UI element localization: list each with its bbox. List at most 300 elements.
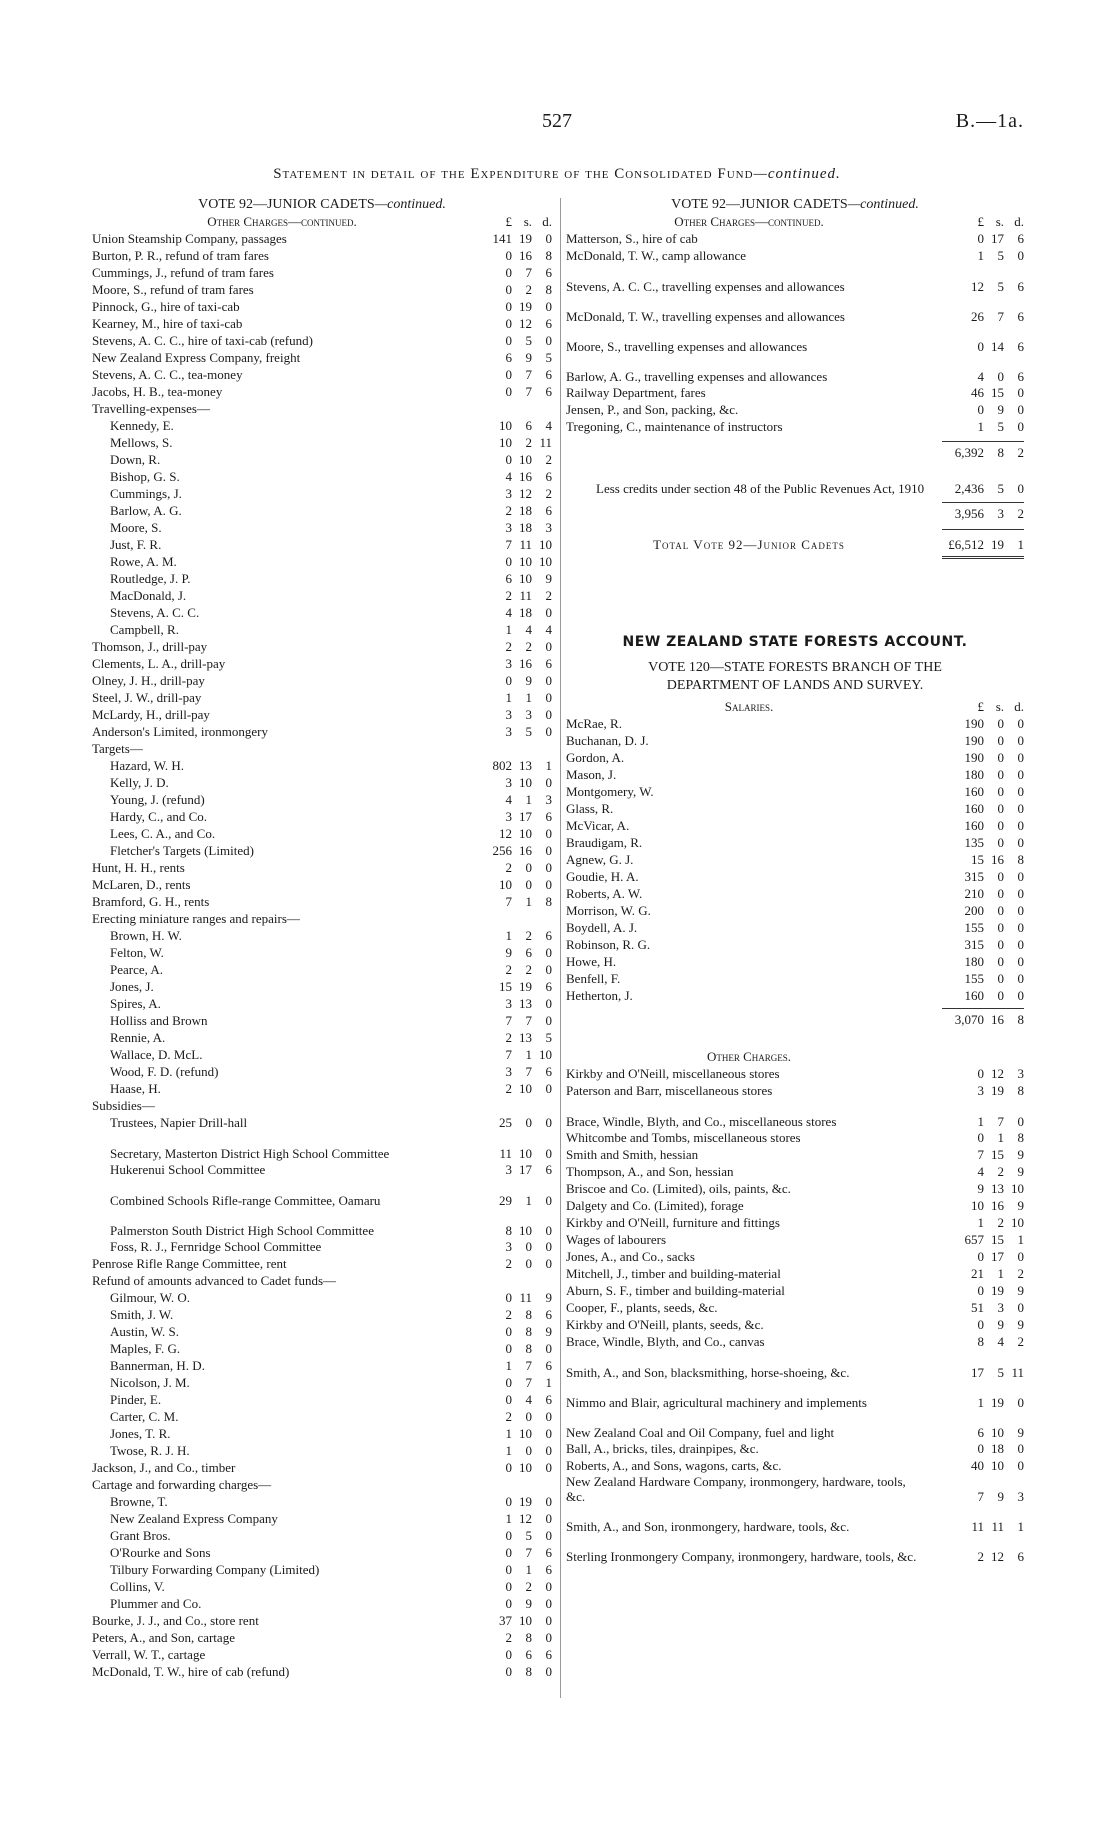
amount-pence: 3 (1017, 1066, 1024, 1081)
row-description: Braudigam, R. (566, 835, 643, 850)
amount-shillings: 4 (525, 622, 532, 637)
table-row (92, 570, 552, 587)
amount-pounds: 0 (505, 554, 512, 569)
amount-pounds: 0 (977, 1317, 984, 1332)
left-subheading-text: Other Charges—continued. (207, 214, 357, 229)
amount-pence: 6 (545, 1307, 552, 1322)
row-amount (472, 944, 552, 961)
right-subheading-text: Other Charges—continued. (674, 214, 824, 229)
amount-shillings: 8 (525, 1324, 532, 1339)
amount-pounds: 4 (977, 369, 984, 384)
row-description: Buchanan, D. J. (566, 733, 649, 748)
amount-pounds: 155 (964, 920, 984, 935)
table-row (92, 1612, 552, 1629)
subtotal-pounds: 6,392 (954, 445, 984, 460)
amount-pence: 6 (1017, 369, 1024, 384)
row-description: Cummings, J., refund of tram fares (92, 265, 274, 280)
amount-pence: 0 (545, 1409, 552, 1424)
amount-pence: 10 (539, 554, 552, 569)
amount-pounds: 12 (499, 826, 512, 841)
amount-pence: 0 (545, 639, 552, 654)
row-description: Peters, A., and Son, cartage (92, 1630, 235, 1645)
amount-pence: 0 (545, 1630, 552, 1645)
amount-pence: 0 (1017, 716, 1024, 731)
amount-pounds: 0 (505, 1647, 512, 1662)
row-description: Sterling Ironmongery Company, ironmongery, hardware, tools, &c. (566, 1549, 917, 1564)
row-description: Montgomery, W. (566, 784, 654, 799)
amount-pounds: 29 (499, 1193, 512, 1208)
table-row (92, 1131, 552, 1161)
table-row (566, 1457, 1024, 1474)
amount-pounds: 10 (971, 1198, 984, 1213)
row-description: Rowe, A. M. (110, 554, 177, 569)
amount-pounds: 0 (505, 248, 512, 263)
row-amount (472, 1114, 552, 1131)
row-amount (932, 1265, 1024, 1282)
row-amount (932, 902, 1024, 919)
row-amount (932, 1114, 1024, 1129)
salaries-title: Salaries. (724, 699, 774, 714)
row-amount (472, 247, 552, 264)
table-row (566, 1380, 1024, 1410)
amount-pounds: 10 (499, 435, 512, 450)
subtotal-amount (932, 442, 1024, 464)
row-amount (932, 919, 1024, 936)
amount-pence: 6 (1017, 231, 1024, 246)
amount-pence: 6 (545, 656, 552, 671)
amount-shillings: 0 (997, 954, 1004, 969)
amount-pence: 0 (1017, 419, 1024, 434)
amount-pence: 0 (1017, 954, 1024, 969)
amount-shillings: 4 (525, 1392, 532, 1407)
table-row (566, 264, 1024, 294)
row-description: Just, F. R. (110, 537, 162, 552)
row-amount (472, 672, 552, 689)
amount-shillings: 0 (997, 869, 1004, 884)
row-amount (472, 1442, 552, 1459)
row-description: Hazard, W. H. (110, 758, 185, 773)
amount-pounds: 190 (964, 716, 984, 731)
row-amount (472, 1510, 552, 1527)
row-amount (932, 834, 1024, 851)
amount-pounds: 37 (499, 1613, 512, 1628)
amount-pounds: 15 (499, 979, 512, 994)
amount-shillings: 11 (519, 588, 532, 603)
amount-pounds: 3 (505, 486, 512, 501)
row-description: Brace, Windle, Blyth, and Co., miscellaneous stores (566, 1114, 837, 1129)
amount-pounds: 6 (505, 350, 512, 365)
amount-pounds: 0 (977, 339, 984, 354)
amount-pence: 0 (545, 1528, 552, 1543)
amount-pence: 5 (545, 350, 552, 365)
row-description: Kirkby and O'Neill, miscellaneous stores (566, 1066, 780, 1081)
amount-pence: 0 (545, 1239, 552, 1254)
table-row (92, 825, 552, 842)
table-row (92, 1561, 552, 1578)
table-row (566, 1214, 1024, 1231)
row-description: Aburn, S. F., timber and building-material (566, 1283, 785, 1298)
row-amount (472, 859, 552, 876)
amount-shillings: 18 (519, 503, 532, 518)
table-row (566, 1333, 1024, 1350)
row-description: Bourke, J. J., and Co., store rent (92, 1613, 259, 1628)
amount-pence: 0 (545, 231, 552, 246)
row-description: Haase, H. (110, 1081, 161, 1096)
table-row (566, 783, 1024, 800)
amount-pounds: 0 (505, 1562, 512, 1577)
less-credits-label: Less credits under section 48 of the Public Revenues Act, 1910 (596, 481, 925, 496)
table-row (92, 1493, 552, 1510)
row-amount (932, 369, 1024, 384)
table-row (566, 987, 1024, 1004)
table-row (92, 553, 552, 570)
row-amount (472, 383, 552, 400)
amount-pounds: 0 (505, 1324, 512, 1339)
table-row (566, 1350, 1024, 1380)
amount-pounds: 160 (964, 818, 984, 833)
table-row (92, 638, 552, 655)
row-description: Bramford, G. H., rents (92, 894, 210, 909)
row-description: Plummer and Co. (110, 1596, 202, 1611)
row-description: Barlow, A. G. (110, 503, 182, 518)
amount-shillings: 2 (997, 1215, 1004, 1230)
row-description: Verrall, W. T., cartage (92, 1647, 206, 1662)
amount-pounds: 0 (977, 1283, 984, 1298)
table-row (92, 536, 552, 553)
row-amount (472, 332, 552, 349)
amount-pounds: 2 (505, 1307, 512, 1322)
amount-shillings: 2 (525, 928, 532, 943)
amount-shillings: 0 (997, 784, 1004, 799)
row-amount (472, 1238, 552, 1255)
row-amount (472, 842, 552, 859)
row-description: Refund of amounts advanced to Cadet funds— (92, 1273, 337, 1288)
statement-title-text: Statement in detail of the Expenditure of the Consolidated Fund (273, 166, 754, 182)
table-row (92, 655, 552, 672)
pence-header: d. (1014, 699, 1024, 714)
amount-pence: 0 (545, 1443, 552, 1458)
row-description: Brown, H. W. (110, 928, 182, 943)
amount-pounds: 0 (505, 384, 512, 399)
amount-shillings (512, 740, 532, 757)
amount-pounds: 2 (505, 503, 512, 518)
table-row (566, 749, 1024, 766)
amount-shillings: 2 (997, 1164, 1004, 1179)
amount-shillings: 6 (525, 1647, 532, 1662)
table-row (566, 354, 1024, 384)
amount-pence: 0 (545, 1426, 552, 1441)
table-row (92, 1391, 552, 1408)
amount-shillings: 7 (525, 1358, 532, 1373)
table-row (92, 1408, 552, 1425)
net-pence: 2 (1017, 506, 1024, 521)
amount-pounds: 0 (505, 1460, 512, 1475)
table-row (92, 332, 552, 349)
row-description: Kirkby and O'Neill, plants, seeds, &c. (566, 1317, 764, 1332)
row-amount (932, 1440, 1024, 1457)
amount-pounds: 0 (977, 1441, 984, 1456)
amount-pounds: 0 (505, 1664, 512, 1679)
amount-pence: 2 (545, 452, 552, 467)
table-row (566, 1265, 1024, 1282)
amount-pounds: 0 (977, 1066, 984, 1081)
amount-pence: 8 (545, 248, 552, 263)
total-vote-label: Total Vote 92—Junior Cadets (653, 537, 845, 552)
amount-pence: 0 (545, 1613, 552, 1628)
amount-shillings: 5 (997, 1365, 1004, 1380)
row-description: Stevens, A. C. C., tea-money (92, 367, 243, 382)
table-row (566, 936, 1024, 953)
amount-pounds (472, 1272, 512, 1289)
row-description: Stevens, A. C. C., travelling expenses and allowances (566, 279, 845, 294)
row-amount (472, 570, 552, 587)
row-amount (472, 1223, 552, 1238)
row-amount (932, 800, 1024, 817)
amount-pounds: 0 (977, 402, 984, 417)
amount-pence: 1 (545, 1375, 552, 1390)
amount-pence: 2 (545, 588, 552, 603)
row-description: Pinder, E. (110, 1392, 162, 1407)
row-description: McVicar, A. (566, 818, 630, 833)
row-amount (932, 1180, 1024, 1197)
row-amount (932, 401, 1024, 418)
amount-pounds: 0 (977, 1249, 984, 1264)
amount-pounds: 6 (977, 1425, 984, 1440)
amount-pence: 0 (545, 707, 552, 722)
row-amount (932, 230, 1024, 247)
row-description: Penrose Rifle Range Committee, rent (92, 1256, 287, 1271)
amount-shillings: 14 (991, 339, 1004, 354)
amount-pence: 0 (545, 1146, 552, 1161)
row-description: Wood, F. D. (refund) (110, 1064, 219, 1079)
amount-pence: 10 (539, 1047, 552, 1062)
amount-shillings: 0 (525, 1256, 532, 1271)
pounds-header: £ (977, 214, 984, 229)
amount-pounds: 0 (505, 316, 512, 331)
amount-pounds: 3 (505, 809, 512, 824)
amount-pence: 6 (545, 1647, 552, 1662)
amount-shillings: 5 (997, 419, 1004, 434)
table-row (92, 876, 552, 893)
table-row (92, 1046, 552, 1063)
row-amount (932, 1299, 1024, 1316)
row-amount (472, 774, 552, 791)
table-row (92, 519, 552, 536)
table-row (92, 1544, 552, 1561)
row-amount (932, 868, 1024, 885)
amount-pence: 3 (1017, 1489, 1024, 1504)
table-row (566, 1231, 1024, 1248)
row-description: Hetherton, J. (566, 988, 633, 1003)
amount-shillings: 0 (997, 886, 1004, 901)
amount-pounds: 9 (505, 945, 512, 960)
amount-pence: 9 (545, 1290, 552, 1305)
amount-shillings: 7 (525, 1375, 532, 1390)
row-description: Palmerston South District High School Committee (110, 1223, 374, 1238)
amount-pounds: 0 (505, 673, 512, 688)
amount-shillings: 16 (991, 1198, 1004, 1213)
row-description: Olney, J. H., drill-pay (92, 673, 205, 688)
amount-pence: 0 (545, 724, 552, 739)
table-row (92, 723, 552, 740)
row-amount (472, 230, 552, 247)
amount-pence: 6 (1017, 339, 1024, 354)
amount-pence: 6 (545, 367, 552, 382)
left-expenditure-list (92, 230, 552, 1680)
row-description: Cartage and forwarding charges— (92, 1477, 272, 1492)
row-amount (472, 1306, 552, 1323)
table-row (92, 1097, 552, 1114)
amount-pence: 0 (545, 1081, 552, 1096)
table-row (566, 1248, 1024, 1265)
amount-pounds: 40 (971, 1458, 984, 1473)
amount-pounds: 3 (977, 1083, 984, 1098)
amount-pence: 0 (1017, 1458, 1024, 1473)
amount-shillings: 7 (525, 265, 532, 280)
amount-shillings: 10 (519, 1613, 532, 1628)
amount-pence: 11 (539, 435, 552, 450)
row-amount (472, 927, 552, 944)
shillings-header: s. (995, 214, 1004, 229)
row-amount (472, 689, 552, 706)
table-row (92, 1629, 552, 1646)
amount-shillings: 18 (519, 520, 532, 535)
right-subheading (566, 214, 1024, 230)
row-amount (472, 808, 552, 825)
amount-shillings: 12 (991, 1549, 1004, 1564)
row-amount (472, 893, 552, 910)
amount-shillings: 0 (525, 1115, 532, 1130)
amount-pence: 6 (545, 1358, 552, 1373)
table-row (92, 1255, 552, 1272)
amount-shillings: 16 (519, 843, 532, 858)
row-amount (472, 621, 552, 638)
amount-shillings: 1 (525, 894, 532, 909)
amount-pounds: 21 (971, 1266, 984, 1281)
row-description: Boydell, A. J. (566, 920, 638, 935)
table-row (566, 766, 1024, 783)
row-description: Tregoning, C., maintenance of instructors (566, 419, 783, 434)
amount-shillings: 15 (991, 1147, 1004, 1162)
table-row (566, 1065, 1024, 1082)
table-row (566, 247, 1024, 264)
row-amount (932, 1489, 1024, 1504)
amount-pounds: 3 (505, 1162, 512, 1177)
amount-pence: 8 (545, 282, 552, 297)
row-description: Pinnock, G., hire of taxi-cab (92, 299, 240, 314)
row-amount (932, 851, 1024, 868)
row-amount (472, 961, 552, 978)
row-description: Nicolson, J. M. (110, 1375, 190, 1390)
row-description: New Zealand Express Company (110, 1511, 278, 1526)
amount-pounds: 0 (505, 1392, 512, 1407)
amount-pence: 0 (545, 826, 552, 841)
amount-pence: 0 (545, 1013, 552, 1028)
table-row (92, 1646, 552, 1663)
row-amount (472, 1493, 552, 1510)
total-vote-amount (932, 534, 1024, 556)
amount-pounds: 3 (505, 724, 512, 739)
row-description: Collins, V. (110, 1579, 165, 1594)
table-row (566, 715, 1024, 732)
row-amount (932, 1457, 1024, 1474)
less-pence: 0 (1017, 481, 1024, 496)
document-reference: B.—1a. (955, 110, 1024, 132)
table-row (566, 1129, 1024, 1146)
amount-shillings: 2 (525, 435, 532, 450)
row-amount (472, 485, 552, 502)
amount-shillings: 0 (997, 903, 1004, 918)
table-row (92, 893, 552, 910)
amount-pence: 0 (1017, 920, 1024, 935)
amount-shillings: 17 (991, 231, 1004, 246)
table-row (92, 740, 552, 757)
row-description: Smith, A., and Son, ironmongery, hardware, tools, &c. (566, 1519, 850, 1534)
table-row (92, 366, 552, 383)
row-amount (472, 791, 552, 808)
amount-pence: 10 (539, 537, 552, 552)
amount-pounds: 11 (499, 1146, 512, 1161)
row-description: Smith, J. W. (110, 1307, 174, 1322)
amount-shillings: 7 (525, 367, 532, 382)
amount-pence: 6 (1017, 279, 1024, 294)
amount-pounds: 2 (505, 588, 512, 603)
subtotal-row (566, 442, 1024, 464)
amount-shillings: 5 (997, 279, 1004, 294)
table-row (566, 817, 1024, 834)
table-row (92, 774, 552, 791)
amount-pounds: 0 (505, 282, 512, 297)
amount-pence: 11 (1011, 1365, 1024, 1380)
row-amount (932, 1214, 1024, 1231)
amount-pence: 0 (1017, 886, 1024, 901)
table-row (92, 1289, 552, 1306)
amount-pence: 9 (1017, 1164, 1024, 1179)
table-row (566, 1082, 1024, 1099)
row-description: Cummings, J. (110, 486, 182, 501)
salaries-total-pounds: 3,070 (954, 1012, 984, 1027)
row-amount (472, 1629, 552, 1646)
row-description: O'Rourke and Sons (110, 1545, 211, 1560)
row-amount (932, 715, 1024, 732)
less-pounds: 2,436 (954, 481, 984, 496)
table-row (92, 1161, 552, 1178)
row-description: Hardy, C., and Co. (110, 809, 208, 824)
amount-pounds: 1 (505, 622, 512, 637)
row-amount (472, 1323, 552, 1340)
amount-pence: 6 (545, 384, 552, 399)
net-shillings: 3 (997, 506, 1004, 521)
amount-shillings: 1 (997, 1266, 1004, 1281)
amount-shillings: 1 (997, 1130, 1004, 1145)
row-description: Paterson and Barr, miscellaneous stores (566, 1083, 773, 1098)
row-description: Spires, A. (110, 996, 161, 1011)
amount-pounds: 2 (505, 962, 512, 977)
amount-shillings: 15 (991, 385, 1004, 400)
row-amount (932, 247, 1024, 264)
amount-shillings: 19 (991, 1395, 1004, 1410)
amount-pounds: 1 (977, 1114, 984, 1129)
row-amount (472, 1476, 552, 1493)
row-description: Mitchell, J., timber and building-material (566, 1266, 781, 1281)
table-row (92, 944, 552, 961)
table-row (566, 970, 1024, 987)
amount-pence (532, 1272, 552, 1289)
amount-shillings: 7 (525, 384, 532, 399)
amount-pence: 0 (545, 333, 552, 348)
row-amount (472, 434, 552, 451)
row-amount (472, 825, 552, 842)
